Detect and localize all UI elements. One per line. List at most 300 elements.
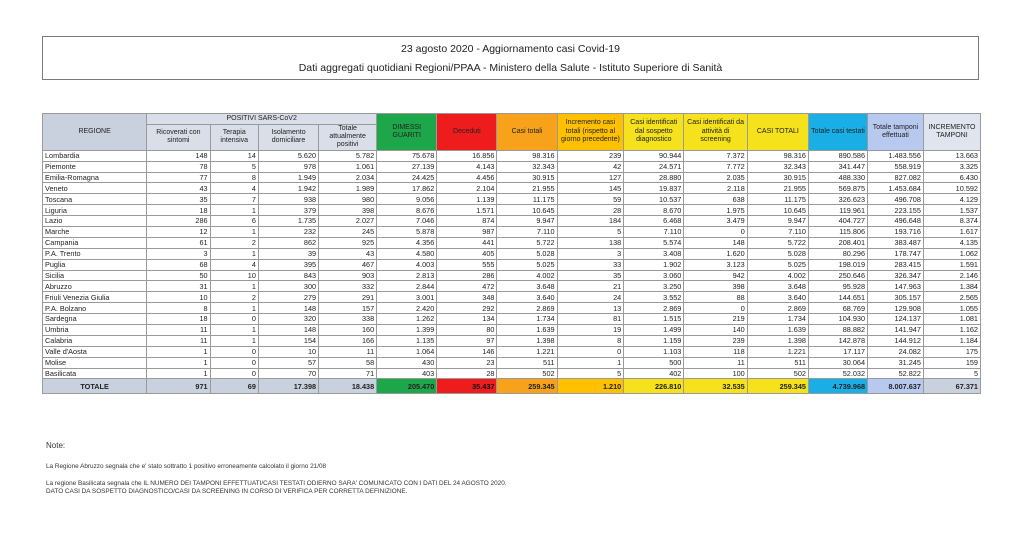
table-cell: 118 xyxy=(684,346,747,357)
col-header-casi-totali: Casi totali xyxy=(497,114,557,151)
region-name: P.A. Trento xyxy=(43,248,147,259)
table-cell: 31.245 xyxy=(868,357,924,368)
notes-heading: Note: xyxy=(46,441,66,450)
table-row xyxy=(43,346,981,357)
table-row xyxy=(43,270,981,281)
region-name: Sicilia xyxy=(43,270,147,281)
table-cell: 58 xyxy=(319,357,377,368)
table-cell: 16.856 xyxy=(437,150,497,161)
table-cell: 88 xyxy=(684,292,747,303)
table-cell: 496.648 xyxy=(868,216,924,227)
total-cell: 971 xyxy=(147,379,210,394)
table-cell: 0 xyxy=(210,357,258,368)
table-cell: 2.869 xyxy=(624,303,684,314)
table-cell: 33 xyxy=(557,259,624,270)
table-cell: 1.398 xyxy=(747,335,808,346)
table-row xyxy=(43,368,981,379)
table-row xyxy=(43,194,981,205)
table-cell: 555 xyxy=(437,259,497,270)
table-row xyxy=(43,335,981,346)
table-cell: 61 xyxy=(147,237,210,248)
table-cell: 145 xyxy=(557,183,624,194)
table-cell: 1.064 xyxy=(377,346,437,357)
table-cell: 129.908 xyxy=(868,303,924,314)
region-name: Veneto xyxy=(43,183,147,194)
table-cell: 24.571 xyxy=(624,161,684,172)
region-name: Liguria xyxy=(43,205,147,216)
table-cell: 71 xyxy=(319,368,377,379)
table-cell: 5.574 xyxy=(624,237,684,248)
col-header-isolamento: Isolamento domiciliare xyxy=(258,124,318,150)
table-cell: 5 xyxy=(210,161,258,172)
table-cell: 10 xyxy=(147,292,210,303)
table-cell: 77 xyxy=(147,172,210,183)
table-cell: 239 xyxy=(684,335,747,346)
table-cell: 1.159 xyxy=(624,335,684,346)
table-cell: 4.580 xyxy=(377,248,437,259)
table-cell: 0 xyxy=(210,368,258,379)
table-cell: 441 xyxy=(437,237,497,248)
table-cell: 1.162 xyxy=(923,325,980,336)
table-cell: 0 xyxy=(210,314,258,325)
table-cell: 1 xyxy=(210,248,258,259)
table-cell: 3.648 xyxy=(747,281,808,292)
table-cell: 148 xyxy=(258,303,318,314)
table-cell: 8.676 xyxy=(377,205,437,216)
table-cell: 193.716 xyxy=(868,227,924,238)
table-cell: 9.947 xyxy=(747,216,808,227)
total-label: TOTALE xyxy=(43,379,147,394)
total-cell: 32.535 xyxy=(684,379,747,394)
table-cell: 184 xyxy=(557,216,624,227)
table-cell: 1.399 xyxy=(377,325,437,336)
table-cell: 134 xyxy=(437,314,497,325)
table-cell: 398 xyxy=(684,281,747,292)
total-cell: 226.810 xyxy=(624,379,684,394)
col-header-casi-totali-2: CASI TOTALI xyxy=(747,114,808,151)
table-cell: 98.316 xyxy=(747,150,808,161)
table-cell: 862 xyxy=(258,237,318,248)
table-cell: 569.875 xyxy=(808,183,867,194)
table-cell: 925 xyxy=(319,237,377,248)
group-header-positivi: POSITIVI SARS-CoV2 xyxy=(147,114,377,125)
total-cell: 259.345 xyxy=(747,379,808,394)
table-cell: 4.002 xyxy=(747,270,808,281)
table-cell: 104.930 xyxy=(808,314,867,325)
table-cell: 100 xyxy=(684,368,747,379)
table-cell: 1.135 xyxy=(377,335,437,346)
report-title-box xyxy=(42,36,979,80)
table-cell: 1.537 xyxy=(923,205,980,216)
table-cell: 5.028 xyxy=(497,248,557,259)
table-cell: 4.456 xyxy=(437,172,497,183)
table-cell: 286 xyxy=(147,216,210,227)
table-cell: 3 xyxy=(147,248,210,259)
table-row xyxy=(43,259,981,270)
table-cell: 10.645 xyxy=(747,205,808,216)
table-row xyxy=(43,150,981,161)
table-row xyxy=(43,303,981,314)
table-cell: 938 xyxy=(258,194,318,205)
table-cell: 8.374 xyxy=(923,216,980,227)
table-cell: 17.117 xyxy=(808,346,867,357)
table-cell: 7.110 xyxy=(624,227,684,238)
covid-data-table xyxy=(42,113,981,394)
table-cell: 2.146 xyxy=(923,270,980,281)
table-row xyxy=(43,216,981,227)
table-cell: 1.989 xyxy=(319,183,377,194)
table-cell: 21 xyxy=(557,281,624,292)
table-cell: 511 xyxy=(497,357,557,368)
report-title: 23 agosto 2020 - Aggiornamento casi Covid-19 xyxy=(401,43,620,55)
table-cell: 1.055 xyxy=(923,303,980,314)
table-cell: 1.734 xyxy=(497,314,557,325)
table-cell: 980 xyxy=(319,194,377,205)
table-cell: 2.027 xyxy=(319,216,377,227)
table-cell: 5.620 xyxy=(258,150,318,161)
table-cell: 80.296 xyxy=(808,248,867,259)
table-cell: 148 xyxy=(147,150,210,161)
table-cell: 305.157 xyxy=(868,292,924,303)
table-cell: 140 xyxy=(684,325,747,336)
table-cell: 11 xyxy=(684,357,747,368)
table-cell: 68 xyxy=(147,259,210,270)
table-cell: 10.645 xyxy=(497,205,557,216)
table-cell: 502 xyxy=(497,368,557,379)
table-cell: 379 xyxy=(258,205,318,216)
table-cell: 5.782 xyxy=(319,150,377,161)
table-cell: 2.813 xyxy=(377,270,437,281)
table-cell: 3.408 xyxy=(624,248,684,259)
table-cell: 1 xyxy=(210,205,258,216)
table-cell: 219 xyxy=(684,314,747,325)
table-cell: 1 xyxy=(210,227,258,238)
table-cell: 4.135 xyxy=(923,237,980,248)
table-cell: 144.651 xyxy=(808,292,867,303)
table-row xyxy=(43,205,981,216)
col-header-casi-testati: Totale casi testati xyxy=(808,114,867,151)
table-cell: 90.944 xyxy=(624,150,684,161)
region-name: Calabria xyxy=(43,335,147,346)
region-name: Valle d'Aosta xyxy=(43,346,147,357)
table-cell: 279 xyxy=(258,292,318,303)
table-cell: 1 xyxy=(210,325,258,336)
col-header-regione: REGIONE xyxy=(43,114,147,151)
table-cell: 1.384 xyxy=(923,281,980,292)
table-cell: 42 xyxy=(557,161,624,172)
table-row xyxy=(43,292,981,303)
table-cell: 68.769 xyxy=(808,303,867,314)
table-cell: 874 xyxy=(437,216,497,227)
table-cell: 115.806 xyxy=(808,227,867,238)
col-header-tamponi: Totale tamponi effettuati xyxy=(868,114,924,151)
table-cell: 341.447 xyxy=(808,161,867,172)
table-cell: 9.947 xyxy=(497,216,557,227)
table-cell: 148 xyxy=(258,325,318,336)
table-cell: 11 xyxy=(147,335,210,346)
col-header-dimessi: DIMESSI GUARITI xyxy=(377,114,437,151)
table-cell: 154 xyxy=(258,335,318,346)
table-cell: 987 xyxy=(437,227,497,238)
table-cell: 2.034 xyxy=(319,172,377,183)
table-cell: 7.046 xyxy=(377,216,437,227)
table-cell: 146 xyxy=(437,346,497,357)
table-cell: 7 xyxy=(210,194,258,205)
table-cell: 198.019 xyxy=(808,259,867,270)
table-cell: 500 xyxy=(624,357,684,368)
table-cell: 21.955 xyxy=(497,183,557,194)
table-row xyxy=(43,172,981,183)
table-cell: 1.591 xyxy=(923,259,980,270)
table-cell: 75.678 xyxy=(377,150,437,161)
table-cell: 35 xyxy=(557,270,624,281)
table-cell: 383.487 xyxy=(868,237,924,248)
table-cell: 5.722 xyxy=(497,237,557,248)
table-cell: 5.025 xyxy=(747,259,808,270)
table-cell: 467 xyxy=(319,259,377,270)
table-cell: 1.975 xyxy=(684,205,747,216)
col-header-screening: Casi identificati da attività di screening xyxy=(684,114,747,151)
table-cell: 827.082 xyxy=(868,172,924,183)
table-cell: 13.663 xyxy=(923,150,980,161)
table-cell: 283.415 xyxy=(868,259,924,270)
table-cell: 1.061 xyxy=(319,161,377,172)
table-cell: 348 xyxy=(437,292,497,303)
table-cell: 1.483.556 xyxy=(868,150,924,161)
table-cell: 157 xyxy=(319,303,377,314)
table-cell: 2.869 xyxy=(497,303,557,314)
note-verifica: DATO CASI DA SOSPETTO DIAGNOSTICO/CASI DA SCREENING IN CORSO DI VERIFICA PER CORRETTA DEFINIZIONE. xyxy=(46,488,408,495)
table-cell: 147.963 xyxy=(868,281,924,292)
table-cell: 903 xyxy=(319,270,377,281)
table-cell: 292 xyxy=(437,303,497,314)
table-cell: 98.316 xyxy=(497,150,557,161)
table-cell: 4 xyxy=(210,259,258,270)
table-cell: 232 xyxy=(258,227,318,238)
table-cell: 3.552 xyxy=(624,292,684,303)
table-cell: 3.325 xyxy=(923,161,980,172)
table-cell: 843 xyxy=(258,270,318,281)
table-cell: 978 xyxy=(258,161,318,172)
col-header-incremento-tamponi: INCREMENTO TAMPONI xyxy=(923,114,980,151)
table-cell: 2.844 xyxy=(377,281,437,292)
table-cell: 5.722 xyxy=(747,237,808,248)
table-cell: 395 xyxy=(258,259,318,270)
region-name: Marche xyxy=(43,227,147,238)
table-cell: 59 xyxy=(557,194,624,205)
region-name: Basilicata xyxy=(43,368,147,379)
table-cell: 7.372 xyxy=(684,150,747,161)
table-cell: 138 xyxy=(557,237,624,248)
table-cell: 30.064 xyxy=(808,357,867,368)
table-cell: 3.479 xyxy=(684,216,747,227)
table-cell: 24 xyxy=(557,292,624,303)
table-row xyxy=(43,183,981,194)
table-cell: 2.118 xyxy=(684,183,747,194)
table-cell: 30.915 xyxy=(747,172,808,183)
table-cell: 4.356 xyxy=(377,237,437,248)
table-cell: 7.110 xyxy=(747,227,808,238)
table-cell: 141.947 xyxy=(868,325,924,336)
table-cell: 10 xyxy=(210,270,258,281)
table-cell: 18 xyxy=(147,205,210,216)
table-cell: 223.155 xyxy=(868,205,924,216)
table-cell: 4.002 xyxy=(497,270,557,281)
table-cell: 166 xyxy=(319,335,377,346)
table-cell: 35 xyxy=(147,194,210,205)
region-name: Toscana xyxy=(43,194,147,205)
table-cell: 6.468 xyxy=(624,216,684,227)
table-row xyxy=(43,227,981,238)
table-cell: 1.949 xyxy=(258,172,318,183)
table-cell: 17.862 xyxy=(377,183,437,194)
table-cell: 245 xyxy=(319,227,377,238)
table-cell: 1 xyxy=(557,357,624,368)
table-cell: 291 xyxy=(319,292,377,303)
table-cell: 1.942 xyxy=(258,183,318,194)
table-cell: 239 xyxy=(557,150,624,161)
table-cell: 43 xyxy=(147,183,210,194)
table-cell: 1.515 xyxy=(624,314,684,325)
table-cell: 404.727 xyxy=(808,216,867,227)
table-cell: 127 xyxy=(557,172,624,183)
note-basilicata: La regione Basilicata segnala che IL NUMERO DEI TAMPONI EFFETTUATI/CASI TESTATI ODIERNO SARA' COMUNICATO CON I DATI DEL 24 AGOSTO 2020. xyxy=(46,480,507,487)
region-name: Emilia-Romagna xyxy=(43,172,147,183)
table-cell: 6 xyxy=(210,216,258,227)
table-body xyxy=(43,150,981,394)
table-cell: 1.499 xyxy=(624,325,684,336)
table-cell: 0 xyxy=(557,346,624,357)
table-cell: 942 xyxy=(684,270,747,281)
table-cell: 502 xyxy=(747,368,808,379)
table-cell: 332 xyxy=(319,281,377,292)
table-cell: 1.184 xyxy=(923,335,980,346)
table-cell: 1 xyxy=(147,368,210,379)
table-cell: 19 xyxy=(557,325,624,336)
table-cell: 208.401 xyxy=(808,237,867,248)
table-cell: 5 xyxy=(557,368,624,379)
table-cell: 3.250 xyxy=(624,281,684,292)
table-cell: 43 xyxy=(319,248,377,259)
table-cell: 14 xyxy=(210,150,258,161)
table-cell: 28 xyxy=(437,368,497,379)
table-cell: 32.343 xyxy=(497,161,557,172)
table-cell: 13 xyxy=(557,303,624,314)
table-cell: 1.139 xyxy=(437,194,497,205)
table-cell: 160 xyxy=(319,325,377,336)
table-cell: 1 xyxy=(210,303,258,314)
notes-section xyxy=(46,441,507,496)
table-row xyxy=(43,248,981,259)
table-cell: 3.060 xyxy=(624,270,684,281)
table-cell: 338 xyxy=(319,314,377,325)
table-cell: 2.035 xyxy=(684,172,747,183)
region-name: Lombardia xyxy=(43,150,147,161)
note-abruzzo: La Regione Abruzzo segnala che e' stato sottratto 1 positivo erroneamente calcolato il giorno 21/08 xyxy=(46,463,327,470)
table-cell: 403 xyxy=(377,368,437,379)
total-cell: 17.398 xyxy=(258,379,318,394)
table-cell: 4.143 xyxy=(437,161,497,172)
table-cell: 4 xyxy=(210,183,258,194)
table-cell: 142.878 xyxy=(808,335,867,346)
table-cell: 50 xyxy=(147,270,210,281)
table-cell: 70 xyxy=(258,368,318,379)
table-cell: 11 xyxy=(147,325,210,336)
table-cell: 144.912 xyxy=(868,335,924,346)
table-cell: 472 xyxy=(437,281,497,292)
table-row xyxy=(43,237,981,248)
table-row xyxy=(43,281,981,292)
region-name: Campania xyxy=(43,237,147,248)
table-cell: 8 xyxy=(147,303,210,314)
table-cell: 39 xyxy=(258,248,318,259)
table-cell: 95.928 xyxy=(808,281,867,292)
region-name: Friuli Venezia Giulia xyxy=(43,292,147,303)
total-cell: 8.007.637 xyxy=(868,379,924,394)
table-row xyxy=(43,314,981,325)
col-header-incremento-casi: Incremento casi totali (rispetto al giorno precedente) xyxy=(557,114,624,151)
table-cell: 19.837 xyxy=(624,183,684,194)
table-cell: 159 xyxy=(923,357,980,368)
table-cell: 2.565 xyxy=(923,292,980,303)
table-cell: 496.708 xyxy=(868,194,924,205)
table-cell: 326.623 xyxy=(808,194,867,205)
total-cell: 67.371 xyxy=(923,379,980,394)
table-cell: 2.104 xyxy=(437,183,497,194)
table-cell: 28.880 xyxy=(624,172,684,183)
table-row xyxy=(43,357,981,368)
table-cell: 558.919 xyxy=(868,161,924,172)
table-cell: 4.003 xyxy=(377,259,437,270)
region-name: Piemonte xyxy=(43,161,147,172)
table-cell: 1.398 xyxy=(497,335,557,346)
table-cell: 97 xyxy=(437,335,497,346)
table-cell: 10.537 xyxy=(624,194,684,205)
table-cell: 430 xyxy=(377,357,437,368)
table-cell: 7.110 xyxy=(497,227,557,238)
table-cell: 23 xyxy=(437,357,497,368)
col-header-ricoverati: Ricoverati con sintomi xyxy=(147,124,210,150)
table-cell: 8.670 xyxy=(624,205,684,216)
table-cell: 5 xyxy=(557,227,624,238)
table-cell: 12 xyxy=(147,227,210,238)
table-cell: 2 xyxy=(210,237,258,248)
table-cell: 21.955 xyxy=(747,183,808,194)
table-cell: 1.103 xyxy=(624,346,684,357)
table-cell: 28 xyxy=(557,205,624,216)
table-cell: 1.571 xyxy=(437,205,497,216)
region-name: Sardegna xyxy=(43,314,147,325)
table-cell: 24.425 xyxy=(377,172,437,183)
table-cell: 1 xyxy=(210,335,258,346)
table-cell: 1 xyxy=(147,357,210,368)
table-cell: 1.902 xyxy=(624,259,684,270)
table-cell: 250.646 xyxy=(808,270,867,281)
region-name: Molise xyxy=(43,357,147,368)
table-cell: 3 xyxy=(557,248,624,259)
table-cell: 1.734 xyxy=(747,314,808,325)
table-cell: 124.137 xyxy=(868,314,924,325)
table-cell: 7.772 xyxy=(684,161,747,172)
table-cell: 52.822 xyxy=(868,368,924,379)
table-cell: 11.175 xyxy=(747,194,808,205)
table-cell: 1.735 xyxy=(258,216,318,227)
region-name: Lazio xyxy=(43,216,147,227)
table-cell: 78 xyxy=(147,161,210,172)
table-cell: 5.028 xyxy=(747,248,808,259)
table-cell: 1.453.684 xyxy=(868,183,924,194)
table-cell: 8 xyxy=(557,335,624,346)
